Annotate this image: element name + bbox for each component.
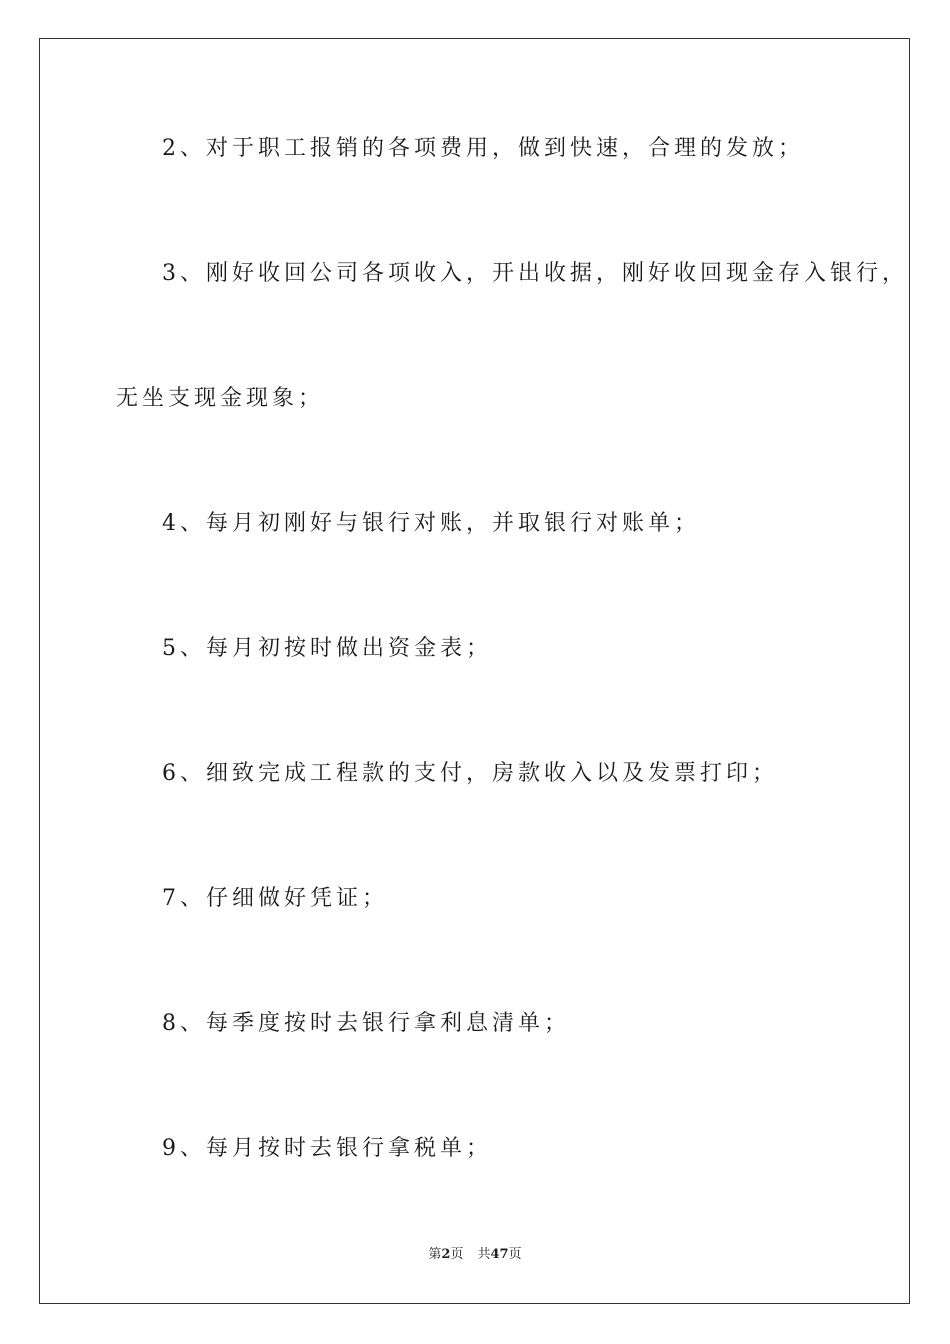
- page-prefix: 第: [428, 1247, 442, 1262]
- paragraph-item-5: 5、每月初按时做出资金表；: [162, 636, 492, 661]
- total-prefix: 共: [477, 1247, 491, 1262]
- total-suffix: 页: [508, 1247, 522, 1262]
- paragraph-item-3: 3、刚好收回公司各项收入，开出收据，刚好收回现金存入银行，: [162, 261, 908, 286]
- paragraph-item-8: 8、每季度按时去银行拿利息清单；: [162, 1011, 570, 1036]
- page-footer: [0, 1246, 950, 1264]
- paragraph-item-7: 7、仔细做好凭证；: [162, 886, 388, 911]
- page-border: [39, 38, 910, 1304]
- page-number: 2: [441, 1247, 451, 1262]
- page-suffix: 页: [450, 1247, 464, 1262]
- paragraph-item-3-continued: 无坐支现金现象；: [116, 386, 325, 411]
- paragraph-item-9: 9、每月按时去银行拿税单；: [162, 1136, 492, 1161]
- paragraph-item-6: 6、细致完成工程款的支付，房款收入以及发票打印；: [162, 761, 778, 786]
- paragraph-item-2: 2、对于职工报销的各项费用，做到快速，合理的发放；: [162, 136, 804, 161]
- paragraph-item-4: 4、每月初刚好与银行对账，并取银行对账单；: [162, 511, 700, 536]
- total-pages: 47: [490, 1247, 509, 1262]
